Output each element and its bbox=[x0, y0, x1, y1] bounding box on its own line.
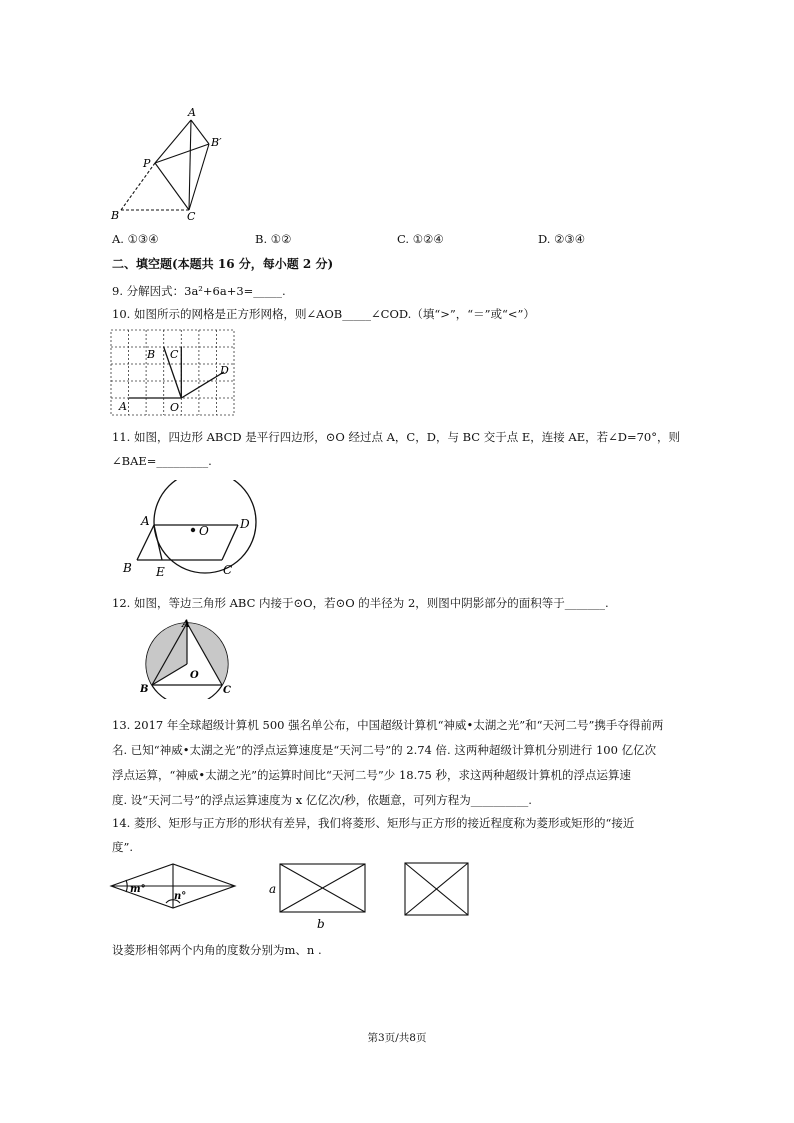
question-13-line1: 13. 2017 年全球超级计算机 500 强名单公布，中国超级计算机“神威•太湖之光”和“天河二号”携手夺得前两 bbox=[112, 718, 664, 732]
question-14-line1: 14. 菱形、矩形与正方形的形状有差异，我们将菱形、矩形与正方形的接近程度称为菱形或矩形的“接近 bbox=[112, 816, 635, 830]
q14-rhombus-figure bbox=[108, 862, 238, 910]
q12-label-o: O bbox=[190, 670, 199, 681]
q10-label-b: B bbox=[147, 348, 156, 361]
q14-label-a: a bbox=[269, 882, 277, 896]
q8-label-a: A bbox=[188, 106, 196, 119]
q10-label-c: C bbox=[170, 348, 179, 361]
question-13-line2: 名. 已知“神威•太湖之光”的浮点运算速度是“天河二号”的 2.74 倍. 这两种超级计算机分别进行 100 亿亿次 bbox=[112, 743, 657, 757]
q14-label-n: n° bbox=[174, 891, 187, 902]
question-11-line2: ∠BAE=_________. bbox=[112, 454, 212, 468]
question-10: 10. 如图所示的网格是正方形网格，则∠AOB_____∠COD.（填“>”，“＝”或“<”） bbox=[112, 307, 535, 321]
q11-figure bbox=[115, 480, 265, 580]
q8-figure bbox=[105, 100, 245, 228]
q8-option-a: A. ①③④ bbox=[112, 232, 159, 246]
q12-label-b: B bbox=[140, 684, 149, 695]
q8-option-c: C. ①②④ bbox=[397, 232, 444, 246]
q11-label-c: C bbox=[223, 563, 233, 577]
q11-label-a: A bbox=[141, 514, 150, 528]
q12-label-a: A bbox=[182, 619, 190, 630]
q10-label-d: D bbox=[220, 364, 229, 377]
q8-label-b: B bbox=[111, 209, 120, 222]
q11-label-e: E bbox=[156, 565, 165, 579]
q8-option-b: B. ①② bbox=[255, 232, 292, 246]
q14-label-b: b bbox=[317, 917, 325, 931]
q10-grid-figure bbox=[110, 328, 236, 418]
q8-option-d: D. ②③④ bbox=[538, 232, 586, 246]
q14-rectangle-figure bbox=[265, 860, 370, 932]
question-11-line1: 11. 如图，四边形 ABCD 是平行四边形，⊙O 经过点 A，C，D，与 BC 交于点 E，连接 AE，若∠D=70°，则 bbox=[112, 430, 680, 444]
q8-label-c: C bbox=[187, 210, 196, 223]
q8-label-p: P bbox=[143, 157, 151, 170]
question-12: 12. 如图，等边三角形 ABC 内接于⊙O，若⊙O 的半径为 2，则图中阴影部分的面积等于_______. bbox=[112, 596, 609, 610]
q11-label-o: O bbox=[199, 524, 209, 538]
q11-label-b: B bbox=[123, 561, 132, 575]
q12-label-c: C bbox=[223, 685, 231, 696]
page-footer: 第3页/共8页 bbox=[367, 1032, 427, 1044]
section-title: 二、填空题(本题共 16 分，每小题 2 分) bbox=[112, 257, 334, 271]
question-14-line2: 度”. bbox=[112, 840, 134, 854]
q8-label-b-prime: B′ bbox=[211, 136, 222, 149]
q14-square-figure bbox=[402, 860, 472, 918]
q12-figure bbox=[140, 617, 236, 699]
q11-label-d: D bbox=[240, 517, 250, 531]
q14-label-m: m° bbox=[130, 884, 146, 895]
question-14-last-line: 设菱形相邻两个内角的度数分别为m、n . bbox=[112, 943, 322, 957]
q10-label-o: O bbox=[170, 401, 180, 414]
question-13-line3: 浮点运算，“神威•太湖之光”的运算时间比“天河二号”少 18.75 秒，求这两种超级计算机的浮点运算速 bbox=[112, 768, 632, 782]
question-13-line4: 度. 设“天河二号”的浮点运算速度为 x 亿亿次/秒，依题意，可列方程为__________. bbox=[112, 793, 532, 807]
question-9: 9. 分解因式：3a²+6a+3=_____. bbox=[112, 284, 286, 298]
q10-label-a: A bbox=[119, 400, 127, 413]
